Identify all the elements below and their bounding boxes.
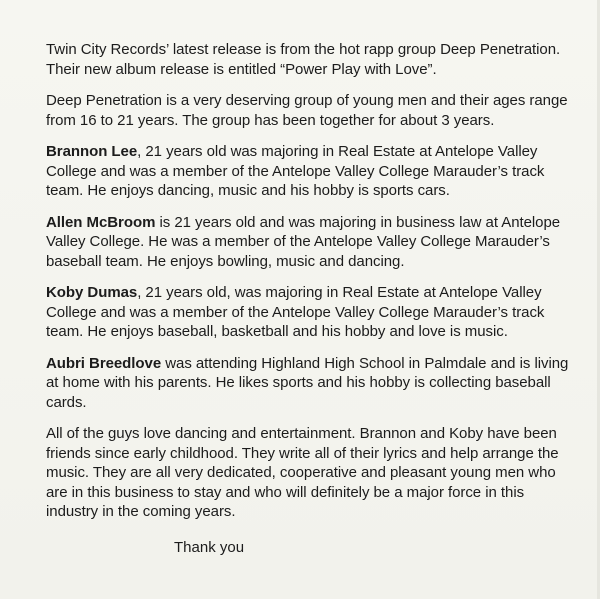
member-bio-allen: is 21 years old and was majoring in business law at Antelope Valley College. He was a member of the Antelope Valley College Marauder’s baseball team. He enjoys bowling, music and dancing.: [46, 213, 561, 270]
intro-text: Twin City Records’ latest release is from the hot rapp group Deep Penetration. Their new album release is entitled “Power Play with Love”.: [46, 41, 561, 78]
closing-text: All of the guys love dancing and entertainment. Brannon and Koby have been friends since early childhood. They write all of their lyrics and help arrange the music. They are all very dedicated, cooperative and pleasant young men who are in this business to stay and who will definitely be a major force in this industry in the coming years.: [46, 425, 559, 520]
member-bio-brannon: , 21 years old was majoring in Real Estate at Antelope Valley College and was a member of the Antelope Valley College Marauder’s track team. He enjoys dancing, music and his hobby is sports cars.: [46, 143, 545, 199]
member-bio-aubri: was attending Highland High School in Palmdale and is living at home with his parents. He likes sports and his hobby is collecting baseball cards.: [46, 354, 569, 411]
member-name-koby: Koby Dumas: [46, 284, 138, 301]
member-bio-koby: , 21 years old, was majoring in Real Estate at Antelope Valley College and was a member of the Antelope Valley College Marauder’s track team. He enjoys baseball, basketball and his hobby and love is music.: [46, 284, 545, 340]
member-paragraph-aubri: [46, 354, 570, 413]
member-paragraph-allen: [46, 213, 570, 272]
member-name-aubri: Aubri Breedlove: [46, 354, 162, 372]
intro-paragraph: [46, 40, 570, 79]
member-paragraph-brannon: [46, 142, 570, 201]
member-paragraph-koby: [46, 283, 570, 342]
closing-paragraph: [46, 424, 570, 522]
group-paragraph: [46, 91, 570, 130]
member-name-brannon: Brannon Lee: [46, 143, 138, 160]
signoff: Thank you: [174, 538, 245, 556]
group-text: Deep Penetration is a very deserving group of young men and their ages range from 16 to 21 years. The group has been together for about 3 years.: [46, 92, 568, 129]
member-name-allen: Allen McBroom: [46, 213, 156, 231]
